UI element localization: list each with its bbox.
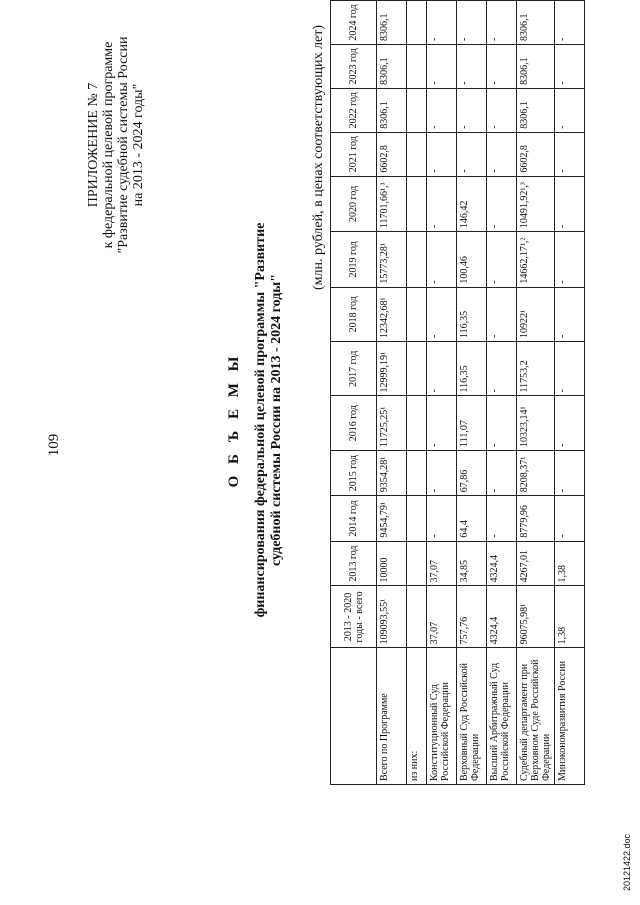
value-cell: - bbox=[487, 176, 517, 231]
value-cell: 9454,79¹ bbox=[377, 496, 407, 541]
value-cell: - bbox=[555, 232, 585, 287]
value-cell: 11725,25¹ bbox=[377, 396, 407, 450]
value-cell: - bbox=[457, 44, 487, 88]
value-cell bbox=[407, 450, 427, 495]
value-cell: 8779,96 bbox=[517, 496, 555, 541]
value-cell: 9354,28¹ bbox=[377, 450, 407, 495]
value-cell: 12999,19¹ bbox=[377, 342, 407, 396]
value-cell: 8306,1 bbox=[517, 1, 555, 45]
row-label: Верховный Суд Российской Федерации bbox=[457, 648, 487, 785]
value-cell bbox=[407, 44, 427, 88]
value-cell: - bbox=[487, 88, 517, 132]
value-cell: - bbox=[555, 88, 585, 132]
value-cell: 109093,55¹ bbox=[377, 586, 407, 648]
value-cell: 757,76 bbox=[457, 586, 487, 648]
value-cell: - bbox=[487, 1, 517, 45]
title-line: финансирования федеральной целевой программы "Развитие bbox=[253, 222, 268, 618]
appendix-header bbox=[86, 25, 146, 265]
value-cell: - bbox=[427, 176, 457, 231]
value-cell: 146,42 bbox=[457, 176, 487, 231]
value-cell: 12342,68¹ bbox=[377, 287, 407, 341]
value-cell bbox=[407, 1, 427, 45]
value-cell: 1,38 bbox=[555, 586, 585, 648]
value-cell: 10000 bbox=[377, 541, 407, 586]
header-cell-period: 2022 год bbox=[331, 88, 377, 132]
value-cell: 11701,66¹,³ bbox=[377, 176, 407, 231]
table-row bbox=[487, 1, 517, 785]
value-cell: 116,35 bbox=[457, 342, 487, 396]
value-cell: 67,86 bbox=[457, 450, 487, 495]
value-cell bbox=[407, 496, 427, 541]
value-cell: 100,46 bbox=[457, 232, 487, 287]
appendix-line: к федеральной целевой программе bbox=[101, 41, 116, 249]
value-cell: - bbox=[457, 1, 487, 45]
appendix-line: ПРИЛОЖЕНИЕ № 7 bbox=[86, 82, 101, 208]
value-cell: 37,07 bbox=[427, 541, 457, 586]
header-cell-period: 2020 год bbox=[331, 176, 377, 231]
header-cell-name bbox=[331, 648, 377, 785]
value-cell: 4324,4 bbox=[487, 541, 517, 586]
value-cell: - bbox=[555, 176, 585, 231]
appendix-line: "Развитие судебной системы России bbox=[116, 36, 131, 254]
financing-table bbox=[330, 0, 585, 785]
page-number: 109 bbox=[46, 433, 62, 457]
row-label: Минэкономразвития России bbox=[555, 648, 585, 785]
value-cell: 6602,8 bbox=[517, 132, 555, 176]
value-cell: 8306,1 bbox=[377, 1, 407, 45]
value-cell: - bbox=[427, 44, 457, 88]
value-cell: 8306,1 bbox=[377, 88, 407, 132]
header-cell-period: 2018 год bbox=[331, 287, 377, 341]
row-label: Конституционный Суд Российской Федерации bbox=[427, 648, 457, 785]
value-cell bbox=[407, 287, 427, 341]
header-cell-period: 2023 год bbox=[331, 44, 377, 88]
value-cell: 1,38 bbox=[555, 541, 585, 586]
value-cell: 10491,92¹,³ bbox=[517, 176, 555, 231]
value-cell: - bbox=[427, 88, 457, 132]
header-cell-period: 2024 год bbox=[331, 1, 377, 45]
value-cell bbox=[407, 132, 427, 176]
table-row bbox=[517, 1, 555, 785]
value-cell bbox=[407, 586, 427, 648]
value-cell: - bbox=[427, 450, 457, 495]
title-main: О Б Ъ Е М Ы bbox=[226, 352, 242, 488]
value-cell: - bbox=[427, 232, 457, 287]
value-cell: 10922¹ bbox=[517, 287, 555, 341]
value-cell: 11753,2 bbox=[517, 342, 555, 396]
value-cell: - bbox=[427, 496, 457, 541]
value-cell: - bbox=[555, 396, 585, 450]
header-cell-period: 2013 - 2020 годы - всего bbox=[331, 586, 377, 648]
value-cell: - bbox=[487, 450, 517, 495]
units-note: (млн. рублей, в ценах соответствующих лет) bbox=[311, 25, 326, 290]
table-header-row bbox=[331, 1, 377, 785]
value-cell: - bbox=[487, 44, 517, 88]
appendix-line: на 2013 - 2024 годы" bbox=[131, 83, 146, 207]
value-cell bbox=[407, 342, 427, 396]
value-cell: - bbox=[427, 342, 457, 396]
value-cell: - bbox=[457, 88, 487, 132]
value-cell: 8208,37¹ bbox=[517, 450, 555, 495]
value-cell: - bbox=[427, 396, 457, 450]
value-cell: 15773,28¹ bbox=[377, 232, 407, 287]
value-cell: 4267,01 bbox=[517, 541, 555, 586]
value-cell: 116,35 bbox=[457, 287, 487, 341]
value-cell: - bbox=[555, 132, 585, 176]
value-cell: 37,07 bbox=[427, 586, 457, 648]
header-cell-period: 2017 год bbox=[331, 342, 377, 396]
header-cell-period: 2016 год bbox=[331, 396, 377, 450]
table-row bbox=[407, 1, 427, 785]
value-cell: - bbox=[487, 232, 517, 287]
value-cell: 14662,17¹,² bbox=[517, 232, 555, 287]
value-cell: - bbox=[487, 496, 517, 541]
header-cell-period: 2013 год bbox=[331, 541, 377, 586]
value-cell bbox=[407, 176, 427, 231]
row-label: Высший Арбитражный Суд Российской Федерации bbox=[487, 648, 517, 785]
value-cell: - bbox=[487, 396, 517, 450]
document-title bbox=[226, 185, 285, 655]
table-row bbox=[457, 1, 487, 785]
value-cell: - bbox=[427, 132, 457, 176]
value-cell: 6602,8 bbox=[377, 132, 407, 176]
value-cell: - bbox=[457, 132, 487, 176]
value-cell: 111,07 bbox=[457, 396, 487, 450]
value-cell: - bbox=[555, 44, 585, 88]
value-cell: 8306,1 bbox=[517, 44, 555, 88]
file-name: 20121422.doc bbox=[622, 833, 632, 891]
header-cell-period: 2014 год bbox=[331, 496, 377, 541]
value-cell: 4324,4 bbox=[487, 586, 517, 648]
value-cell: - bbox=[427, 287, 457, 341]
value-cell: - bbox=[555, 287, 585, 341]
header-cell-period: 2019 год bbox=[331, 232, 377, 287]
value-cell: 8306,1 bbox=[517, 88, 555, 132]
header-cell-period: 2015 год bbox=[331, 450, 377, 495]
header-cell-period: 2021 год bbox=[331, 132, 377, 176]
value-cell: 8306,1 bbox=[377, 44, 407, 88]
value-cell: 10323,14¹ bbox=[517, 396, 555, 450]
value-cell: - bbox=[487, 287, 517, 341]
value-cell bbox=[407, 396, 427, 450]
value-cell bbox=[407, 232, 427, 287]
table-row bbox=[377, 1, 407, 785]
value-cell: - bbox=[555, 450, 585, 495]
row-label: Всего по Программе bbox=[377, 648, 407, 785]
title-line: судебной системы России на 2013 - 2024 годы" bbox=[269, 274, 284, 567]
row-label: Судебный департамент при Верховном Суде Российской Федерации bbox=[517, 648, 555, 785]
value-cell: 34,85 bbox=[457, 541, 487, 586]
value-cell: - bbox=[555, 1, 585, 45]
value-cell: - bbox=[555, 496, 585, 541]
row-label: из них: bbox=[407, 648, 427, 785]
table-row bbox=[555, 1, 585, 785]
value-cell: 64,4 bbox=[457, 496, 487, 541]
value-cell: - bbox=[555, 342, 585, 396]
value-cell bbox=[407, 541, 427, 586]
value-cell: - bbox=[487, 132, 517, 176]
value-cell bbox=[407, 88, 427, 132]
value-cell: 96075,98¹ bbox=[517, 586, 555, 648]
table-row bbox=[427, 1, 457, 785]
value-cell: - bbox=[427, 1, 457, 45]
value-cell: - bbox=[487, 342, 517, 396]
